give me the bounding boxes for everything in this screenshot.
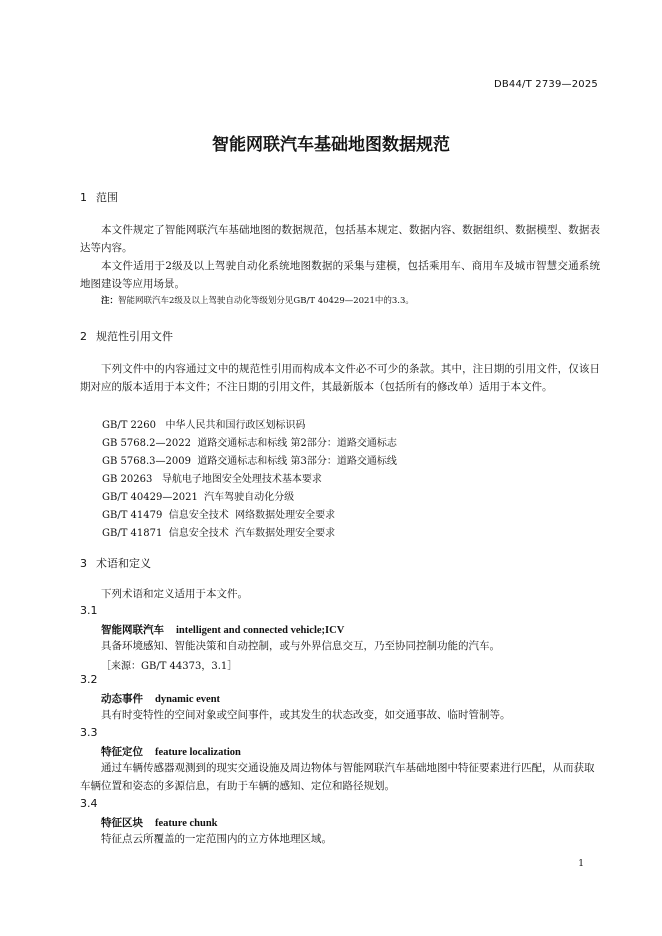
reference-item: GB 5768.3—2009 道路交通标志和标线 第3部分：道路交通标线 [102,456,397,467]
section-heading-normative-references [80,328,173,344]
term-definition: 具备环境感知、智能决策和自动控制，或与外界信息交互，乃至协同控制功能的汽车。 [101,640,500,652]
section-number: 1 [80,191,87,204]
section-number: 2 [80,330,87,343]
reference-item: GB 20263 导航电子地图安全处理技术基本要求 [102,474,322,485]
section-number: 3 [80,557,87,570]
term-en: dynamic event [155,694,221,705]
document-code: DB44/T 2739—2025 [493,79,598,90]
scope-paragraph-2: 本文件适用于2级及以上驾驶自动化系统地图数据的采集与建模，包括乘用车、商用车及城市智慧交通系统地图建设等应用场景。 [80,260,600,290]
reference-item: GB/T 40429—2021 汽车驾驶自动化分级 [102,492,295,503]
term-zh: 智能网联汽车 [101,624,164,636]
terms-intro: 下列术语和定义适用于本文件。 [101,588,248,600]
section-heading-scope [80,189,118,205]
term-definition: 特征点云所覆盖的一定范围内的立方体地理区域。 [101,833,332,845]
term-en: intelligent and connected vehicle;ICV [176,625,345,636]
term-en: feature chunk [155,818,218,829]
references-intro: 下列文件中的内容通过文中的规范性引用而构成本文件必不可少的条款。其中，注日期的引用文件，仅该日期对应的版本适用于本文件；不注日期的引用文件，其最新版本（包括所有的修改单）适用于本文件。 [80,363,600,393]
reference-item: GB 5768.2—2022 道路交通标志和标线 第2部分：道路交通标志 [102,438,397,449]
document-title: 智能网联汽车基础地图数据规范 [212,135,450,155]
term-source: ［来源：GB/T 44373，3.1］ [101,661,238,672]
reference-item: GB/T 2260 中华人民共和国行政区划标识码 [102,420,306,431]
term-heading [101,622,344,637]
term-zh: 特征区块 [101,817,143,829]
clause-number: 3.3 [80,726,98,739]
section-heading-terms [80,555,151,571]
term-definition: 具有时变特性的空间对象或空间事件，或其发生的状态改变，如交通事故、临时管制等。 [101,709,511,721]
scope-note [101,294,414,306]
section-title: 范围 [96,191,118,204]
clause-number: 3.1 [80,604,98,617]
reference-item: GB/T 41479 信息安全技术 网络数据处理安全要求 [102,510,336,521]
term-zh: 动态事件 [101,693,143,705]
clause-number: 3.4 [80,797,98,810]
term-zh: 特征定位 [101,746,143,758]
term-en: feature localization [155,747,241,758]
clause-number: 3.2 [80,673,98,686]
term-heading [101,744,241,759]
section-title: 术语和定义 [96,557,151,570]
note-text: 智能网联汽车2级及以上驾驶自动化等级划分见GB/T 40429—2021中的3.3。 [118,296,414,306]
term-definition: 通过车辆传感器观测到的现实交通设施及周边物体与智能网联汽车基础地图中特征要素进行匹配，从而获取车辆位置和姿态的多源信息，有助于车辆的感知、定位和路径规划。 [80,762,595,792]
scope-paragraph-1: 本文件规定了智能网联汽车基础地图的数据规范，包括基本规定、数据内容、数据组织、数据模型、数据表达等内容。 [80,224,600,254]
term-heading [101,815,218,830]
term-heading [101,691,220,706]
section-title: 规范性引用文件 [96,330,173,343]
reference-item: GB/T 41871 信息安全技术 汽车数据处理安全要求 [102,528,336,539]
page-number: 1 [578,859,584,869]
note-label: 注： [101,296,119,306]
